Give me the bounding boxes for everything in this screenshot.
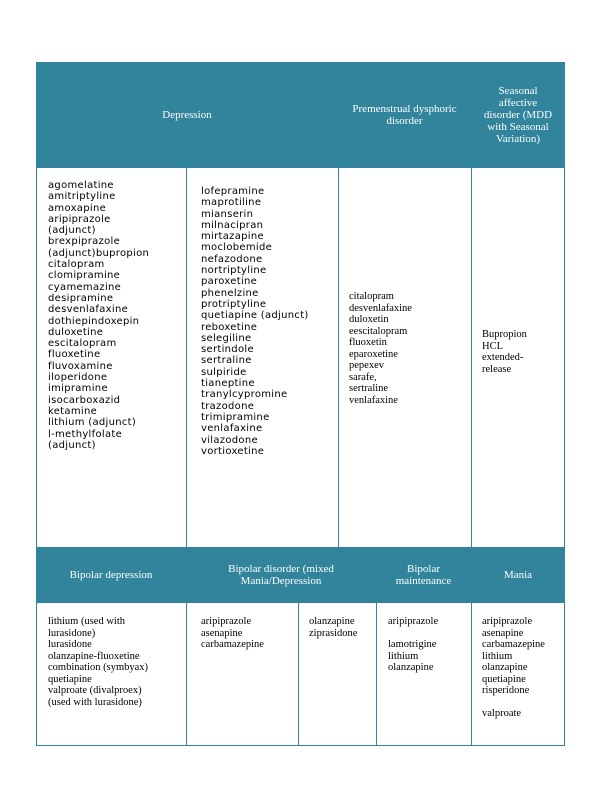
drug-item: sarafe,: [349, 371, 377, 383]
drug-item: extended-: [482, 352, 524, 363]
drug-item: carbamazepine: [482, 639, 545, 650]
drug-item: eescitalopram: [349, 325, 408, 337]
drug-item: nefazodone: [201, 253, 263, 265]
drug-item: agomelatine: [48, 180, 114, 191]
pmdd-list: [349, 291, 469, 406]
drug-item: Bupropion: [482, 329, 527, 340]
depression-col2-list: [201, 186, 338, 457]
drug-item: valproate (divalproex): [48, 685, 142, 696]
drug-item: paroxetine: [201, 276, 258, 288]
drug-item: phenelzine: [201, 287, 259, 299]
drug-item: fluoxetine: [48, 349, 101, 361]
drug-item: venlafaxine: [349, 394, 398, 406]
drug-item: quetiapine (adjunct): [201, 310, 309, 322]
bipolar-maintenance-list: [388, 616, 470, 674]
drug-item: duloxetine: [48, 326, 104, 338]
drug-item: duloxetin: [349, 314, 389, 325]
drug-item: selegiline: [201, 332, 252, 344]
pmdd-cell: [349, 291, 469, 406]
drug-item: (used with lurasidone): [48, 696, 142, 708]
drug-item: asenapine: [482, 627, 524, 639]
drug-item: nortriptyline: [201, 265, 267, 277]
drug-item: sertraline: [201, 355, 252, 367]
border-right-bottom: [564, 603, 565, 746]
drug-item: tianeptine: [201, 378, 255, 390]
mania-list: [482, 616, 564, 720]
divider-dep: [186, 168, 187, 547]
drug-item: olanzapine: [482, 662, 528, 673]
drug-item: vortioxetine: [201, 445, 265, 457]
header-bipolar-maintenance-label: Bipolar maintenance: [395, 563, 452, 587]
drug-item: ketamine: [48, 405, 98, 417]
header-depression: [36, 62, 338, 168]
header-pmdd-label: Premenstrual dysphoric disorder: [352, 103, 457, 127]
depression-col1-cell: [48, 180, 186, 451]
header-sad: [471, 62, 565, 168]
header-mania-label: Mania: [503, 569, 533, 581]
bipolar-mixed-cell-2: [309, 616, 374, 639]
border-bottom: [36, 745, 565, 746]
bipolar-depression-cell: [48, 616, 184, 708]
drug-item: trimipramine: [201, 411, 270, 423]
drug-item: mirtazapine: [201, 231, 264, 243]
drug-item: lurasidone): [48, 627, 96, 639]
drug-item: clomipramine: [48, 270, 121, 282]
bipolar-depression-list: [48, 616, 184, 708]
drug-item: tranylcypromine: [201, 389, 288, 401]
drug-item: mianserin: [201, 208, 254, 220]
drug-item: escitalopram: [48, 338, 117, 350]
drug-item: risperidone: [482, 685, 530, 696]
drug-item: carbamazepine: [201, 639, 264, 650]
drug-item: protriptyline: [201, 298, 267, 310]
drug-item: lurasidone: [48, 639, 92, 650]
drug-item: reboxetine: [201, 321, 258, 333]
drug-item: desipramine: [48, 292, 114, 304]
drug-item: citalopram: [349, 291, 394, 302]
bipolar-mixed-list-2: [309, 616, 374, 639]
bipolar-mixed-cell-1: [201, 616, 296, 651]
drug-item: moclobemide: [201, 242, 273, 254]
drug-item: sertindole: [201, 344, 254, 356]
drug-item: aripiprazole: [201, 616, 252, 627]
header-bipolar-mixed-label: Bipolar disorder (mixed Mania/Depression: [228, 563, 334, 587]
header-bipolar-mixed: [186, 547, 376, 603]
sad-list: [482, 329, 562, 375]
drug-item: quetiapine: [48, 673, 92, 685]
drug-item: brexpiprazole: [48, 236, 121, 248]
sad-cell: [482, 329, 562, 375]
divider-dep-pmdd: [338, 168, 339, 547]
drug-item: HCL: [482, 340, 503, 352]
drug-item: lithium (used with: [48, 616, 125, 627]
drug-item: release: [482, 363, 512, 375]
drug-item: desvenlafaxine: [349, 302, 412, 314]
drug-item: olanzapine: [388, 662, 434, 673]
drug-item: fluoxetin: [349, 337, 387, 348]
divider-bd-mixed: [186, 603, 187, 746]
drug-item: ziprasidone: [309, 627, 358, 639]
header-mania: [471, 547, 565, 603]
drug-item: valproate: [482, 708, 522, 719]
header-pmdd: [338, 62, 471, 168]
drug-item: trazodone: [201, 400, 255, 412]
drug-item: desvenlafaxine: [48, 304, 129, 316]
drug-item: asenapine: [201, 627, 243, 639]
drug-item: dothiepindoxepin: [48, 315, 140, 327]
drug-item: vilazodone: [201, 434, 258, 446]
medication-table: [36, 62, 565, 746]
drug-item: eparoxetine: [349, 348, 398, 360]
drug-item: lithium (adjunct): [48, 417, 137, 429]
drug-item: amitriptyline: [48, 191, 116, 203]
drug-item: (adjunct): [48, 439, 96, 451]
drug-item: aripiprazole: [388, 616, 439, 627]
divider-mixed-maint: [376, 603, 377, 746]
drug-item: lamotrigine: [388, 639, 437, 650]
drug-item: milnacipran: [201, 219, 264, 231]
border-left: [36, 168, 37, 547]
border-right: [564, 168, 565, 547]
depression-col1-list: [48, 180, 186, 451]
mania-cell: [482, 616, 564, 720]
drug-item: citalopram: [48, 259, 105, 271]
divider-mixed-inner: [298, 603, 299, 746]
header-bipolar-depression-label: Bipolar depression: [69, 569, 153, 581]
drug-item: fluvoxamine: [48, 360, 113, 372]
depression-col2-cell: [201, 186, 338, 457]
drug-item: cyamemazine: [48, 281, 122, 293]
drug-item: olanzapine-fluoxetine: [48, 650, 140, 662]
drug-item: lofepramine: [201, 186, 265, 197]
drug-item: sertraline: [349, 383, 389, 394]
drug-item: quetiapine: [482, 673, 526, 685]
drug-item: isocarboxazid: [48, 394, 121, 406]
drug-item: sulpiride: [201, 366, 247, 378]
bipolar-mixed-list-1: [201, 616, 296, 651]
drug-item: iloperidone: [48, 372, 108, 384]
drug-item: maprotiline: [201, 197, 262, 209]
divider-pmdd-sad: [471, 168, 472, 547]
drug-item: imipramine: [48, 383, 108, 395]
drug-item: venlafaxine: [201, 423, 263, 435]
drug-item: olanzapine: [309, 616, 355, 627]
header-bipolar-maintenance: [376, 547, 471, 603]
header-bipolar-depression: [36, 547, 186, 603]
drug-item: lithium: [388, 650, 419, 662]
border-left-bottom: [36, 603, 37, 746]
drug-item: amoxapine: [48, 202, 107, 214]
drug-item: aripiprazole: [482, 616, 533, 627]
drug-item: combination (symbyax): [48, 662, 149, 673]
drug-item: lithium: [482, 650, 513, 662]
drug-item: aripiprazole: [48, 213, 111, 225]
drug-item: [388, 628, 470, 640]
drug-item: [482, 697, 564, 709]
header-sad-label: Seasonal affective disorder (MDD with Seasonal Variation): [483, 85, 553, 145]
drug-item: (adjunct)bupropion: [48, 247, 150, 259]
bipolar-maintenance-cell: [388, 616, 470, 674]
divider-maint-mania: [471, 603, 472, 746]
drug-item: l-methylfolate: [48, 428, 123, 440]
drug-item: pepexev: [349, 360, 384, 371]
header-depression-label: Depression: [162, 109, 212, 121]
drug-item: (adjunct): [48, 225, 96, 237]
